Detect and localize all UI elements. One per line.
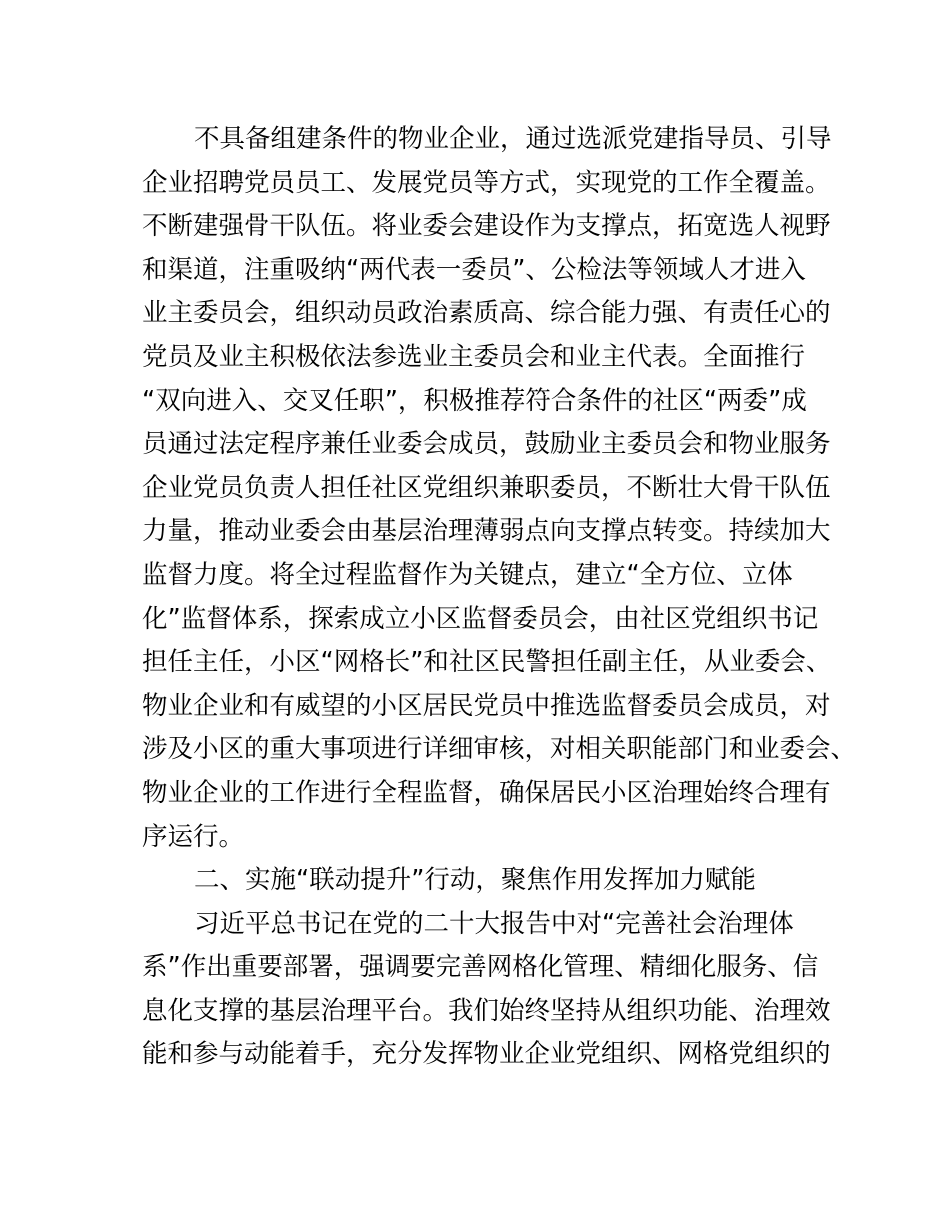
text-line: 物业企业的工作进行全程监督，确保居民小区治理始终合理有: [142, 777, 831, 808]
paragraph-governance-system: [142, 903, 831, 1077]
text-line: 息化支撑的基层治理平台。我们始终坚持从组织功能、治理效: [142, 995, 831, 1026]
text-line: 企业招聘党员员工、发展党员等方式，实现党的工作全覆盖。: [142, 167, 831, 198]
text-line: 力量，推动业委会由基层治理薄弱点向支撑点转变。持续加大: [142, 516, 831, 547]
text-line: 业主委员会，组织动员政治素质高、综合能力强、有责任心的: [142, 298, 831, 329]
text-line: 序运行。: [142, 821, 245, 852]
text-line: 化”监督体系，探索成立小区监督委员会，由社区党组织书记: [142, 603, 819, 634]
text-line: 党员及业主积极依法参选业主委员会和业主代表。全面推行: [142, 341, 806, 372]
text-line: 和渠道，注重吸纳“两代表一委员”、公检法等领域人才进入: [142, 254, 806, 285]
section-heading: [142, 859, 820, 903]
text-line: 监督力度。将全过程监督作为关键点，建立“全方位、立体: [142, 559, 793, 590]
text-line: 习近平总书记在党的二十大报告中对“完善社会治理体: [194, 908, 794, 939]
heading-line: 二、实施“联动提升”行动，聚焦作用发挥加力赋能: [194, 865, 756, 896]
text-line: “双向进入、交叉任职”，积极推荐符合条件的社区“两委”成: [142, 385, 807, 416]
text-line: 不具备组建条件的物业企业，通过选派党建指导员、引导: [194, 124, 832, 154]
text-line: 能和参与动能着手，充分发挥物业企业党组织、网格党组织的: [142, 1039, 831, 1070]
text-line: 物业企业和有威望的小区居民党员中推选监督委员会成员，对: [142, 690, 831, 721]
text-line: 涉及小区的重大事项进行详细审核，对相关职能部门和业委会、: [142, 734, 857, 765]
text-line: 不断建强骨干队伍。将业委会建设作为支撑点，拓宽选人视野: [142, 211, 831, 242]
text-line: 企业党员负责人担任社区党组织兼职委员，不断壮大骨干队伍: [142, 472, 831, 503]
document-body: [142, 118, 857, 1077]
text-line: 系”作出重要部署，强调要完善网格化管理、精细化服务、信: [142, 952, 819, 983]
text-line: 员通过法定程序兼任业委会成员，鼓励业主委员会和物业服务: [142, 429, 831, 460]
text-line: 担任主任，小区“网格长”和社区民警担任副主任，从业委会、: [142, 647, 832, 678]
paragraph-property-enterprise-coverage: [142, 118, 857, 859]
